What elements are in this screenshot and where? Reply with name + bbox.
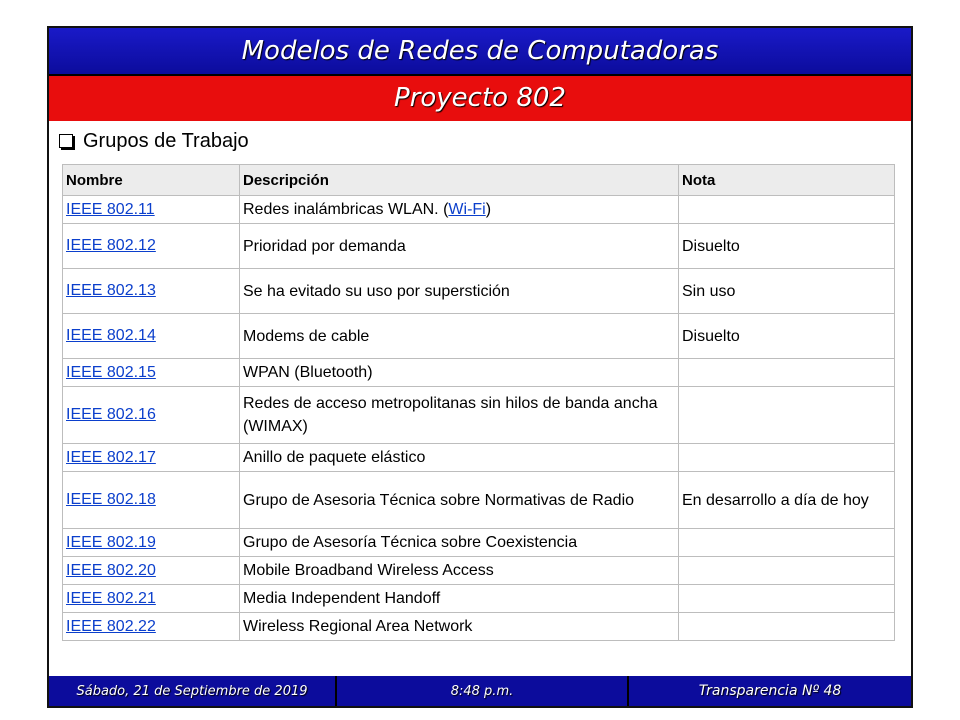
- slide-title: Modelos de Redes de Computadoras: [49, 28, 911, 76]
- description-cell: Redes de acceso metropolitanas sin hilos de banda ancha (WIMAX): [240, 387, 679, 444]
- ieee-802-22-link[interactable]: IEEE 802.22: [66, 617, 156, 635]
- column-header-description: Descripción: [240, 165, 679, 196]
- note-cell: Sin uso: [679, 269, 895, 314]
- ieee-802-15-link[interactable]: IEEE 802.15: [66, 363, 156, 381]
- description-cell: Anillo de paquete elástico: [240, 444, 679, 472]
- description-cell: Grupo de Asesoría Técnica sobre Coexistencia: [240, 529, 679, 557]
- description-cell: Prioridad por demanda: [240, 224, 679, 269]
- note-cell: [679, 387, 895, 444]
- slide-subtitle: Proyecto 802: [49, 76, 911, 121]
- table-header-row: [63, 165, 895, 196]
- description-cell: Wireless Regional Area Network: [240, 613, 679, 641]
- table-row: [63, 613, 895, 641]
- ieee-802-17-link[interactable]: IEEE 802.17: [66, 448, 156, 466]
- slide-footer: [49, 676, 911, 706]
- note-cell: En desarrollo a día de hoy: [679, 472, 895, 529]
- table-row: [63, 472, 895, 529]
- description-cell: Grupo de Asesoria Técnica sobre Normativas de Radio: [240, 472, 679, 529]
- square-bullet-icon: [59, 134, 73, 148]
- section-heading: [59, 128, 249, 154]
- table-row: [63, 224, 895, 269]
- footer-date: Sábado, 21 de Septiembre de 2019: [76, 683, 308, 699]
- description-cell: Modems de cable: [240, 314, 679, 359]
- table-row: [63, 585, 895, 613]
- ieee-802-12-link[interactable]: IEEE 802.12: [66, 237, 156, 254]
- ieee-802-19-link[interactable]: IEEE 802.19: [66, 533, 156, 551]
- wi-fi-link[interactable]: Wi-Fi: [448, 201, 486, 218]
- ieee-802-14-link[interactable]: IEEE 802.14: [66, 327, 156, 344]
- description-cell: WPAN (Bluetooth): [240, 359, 679, 387]
- slide: [47, 26, 913, 708]
- table-row: [63, 359, 895, 387]
- description-cell: Mobile Broadband Wireless Access: [240, 557, 679, 585]
- note-cell: Disuelto: [679, 224, 895, 269]
- ieee-802-13-link[interactable]: IEEE 802.13: [66, 282, 156, 299]
- description-cell: Redes inalámbricas WLAN. (Wi-Fi): [240, 196, 679, 224]
- ieee-802-16-link[interactable]: IEEE 802.16: [66, 406, 156, 423]
- ieee-802-18-link[interactable]: IEEE 802.18: [66, 491, 156, 508]
- description-cell: Media Independent Handoff: [240, 585, 679, 613]
- table-row: [63, 196, 895, 224]
- column-header-note: Nota: [679, 165, 895, 196]
- note-cell: [679, 196, 895, 224]
- ieee-802-21-link[interactable]: IEEE 802.21: [66, 589, 156, 607]
- description-cell: Se ha evitado su uso por superstición: [240, 269, 679, 314]
- note-cell: [679, 557, 895, 585]
- note-cell: [679, 529, 895, 557]
- table-row: [63, 444, 895, 472]
- note-cell: [679, 613, 895, 641]
- ieee-802-11-link[interactable]: IEEE 802.11: [66, 200, 155, 218]
- note-cell: [679, 444, 895, 472]
- note-cell: [679, 359, 895, 387]
- footer-time: 8:48 p.m.: [335, 676, 627, 706]
- note-cell: Disuelto: [679, 314, 895, 359]
- table-row: [63, 269, 895, 314]
- column-header-name: Nombre: [63, 165, 240, 196]
- ieee-802-20-link[interactable]: IEEE 802.20: [66, 561, 156, 579]
- table-row: [63, 387, 895, 444]
- footer-slide-number: Transparencia Nº 48: [627, 676, 911, 706]
- note-cell: [679, 585, 895, 613]
- table-row: [63, 529, 895, 557]
- section-heading-text: Grupos de Trabajo: [83, 129, 249, 152]
- working-groups-table: [62, 164, 895, 641]
- table-row: [63, 557, 895, 585]
- table-row: [63, 314, 895, 359]
